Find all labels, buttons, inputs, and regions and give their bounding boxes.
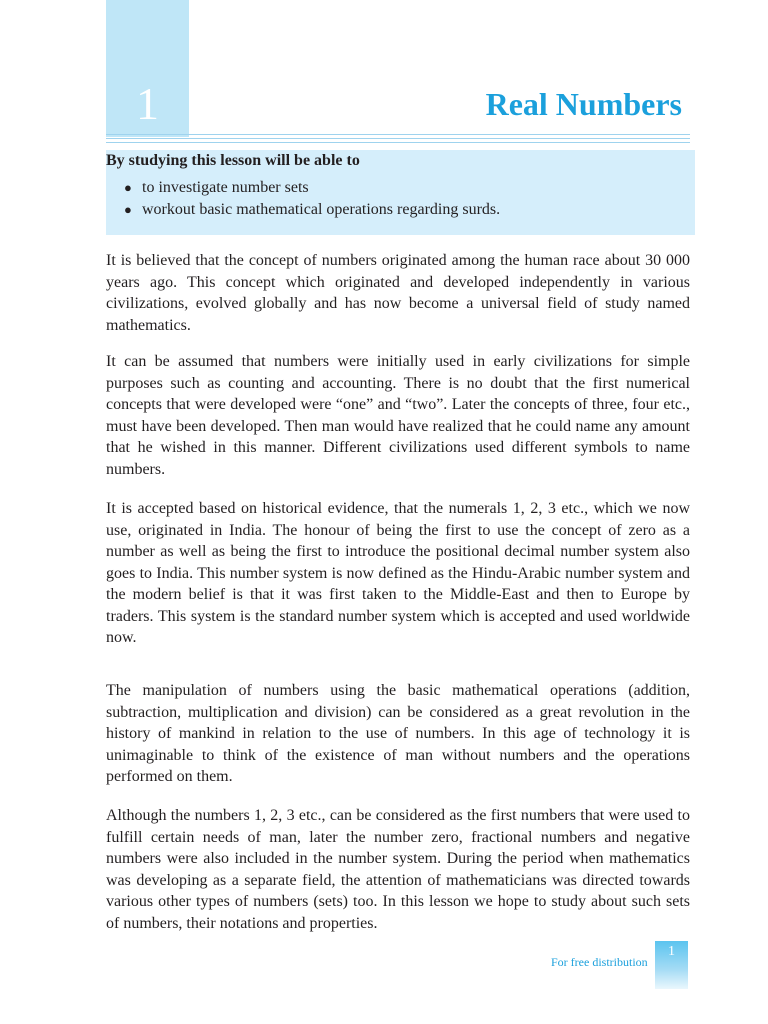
header-rule	[106, 138, 690, 139]
objective-item	[124, 199, 500, 221]
chapter-number-tab	[106, 0, 189, 137]
header-rule	[106, 142, 690, 143]
page-number-tab	[655, 941, 688, 989]
distribution-note: For free distribution	[551, 955, 648, 969]
chapter-number: 1	[136, 78, 159, 129]
body-paragraph: Although the numbers 1, 2, 3 etc., can be considered as the first numbers that were used to fulfill certain needs of man, later the number zero, fractional numbers and negative numbers were also included in the number system. During the period when mathematics was developing as a separate field, the attention of mathematicians was directed towards various other types of numbers (sets) too. In this lesson we hope to study about such sets of numbers, their notations and properties.	[106, 807, 690, 932]
body-paragraph: It is accepted based on historical evidence, that the numerals 1, 2, 3 etc., which we now use, originated in India. The honour of being the first to use the concept of zero as a number as well as being the first to introduce the positional decimal number system also goes to India. This number system is now defined as the Hindu-Arabic number system and the modern belief is that it was first taken to the Middle-East and then to Europe by traders. This system is the standard number system which is accepted and used worldwide now.	[106, 500, 690, 646]
body-paragraph: It is believed that the concept of numbers originated among the human race about 30 000 years ago. This concept which originated and developed independently in various civilizations, evolved globally and has now become a universal field of study named mathematics.	[106, 252, 690, 334]
bullet-icon: ●	[124, 180, 132, 195]
learning-objectives-box	[106, 150, 695, 235]
header-rule	[106, 134, 690, 135]
bullet-icon: ●	[124, 202, 132, 217]
objective-text: to investigate number sets	[142, 179, 309, 196]
objective-item	[124, 177, 500, 199]
objectives-list	[124, 177, 500, 221]
objective-text: workout basic mathematical operations regarding surds.	[142, 201, 501, 218]
body-paragraph: The manipulation of numbers using the basic mathematical operations (addition, subtraction, multiplication and division) can be considered as a great revolution in the history of mankind in relation to the use of numbers. In this age of technology it is unimaginable to think of the existence of man without numbers and the operations performed on them.	[106, 682, 690, 785]
body-paragraph: It can be assumed that numbers were initially used in early civilizations for simple purposes such as counting and accounting. There is no doubt that the first numerical concepts that were developed were “one” and “two”. Later the concepts of three, four etc., must have been developed. Then man would have realized that he could name any amount that he wished in this manner. Different civilizations used different symbols to name numbers.	[106, 353, 690, 478]
chapter-title: Real Numbers	[485, 86, 682, 122]
objectives-heading: By studying this lesson will be able to	[106, 152, 360, 169]
page-number: 1	[668, 944, 675, 959]
